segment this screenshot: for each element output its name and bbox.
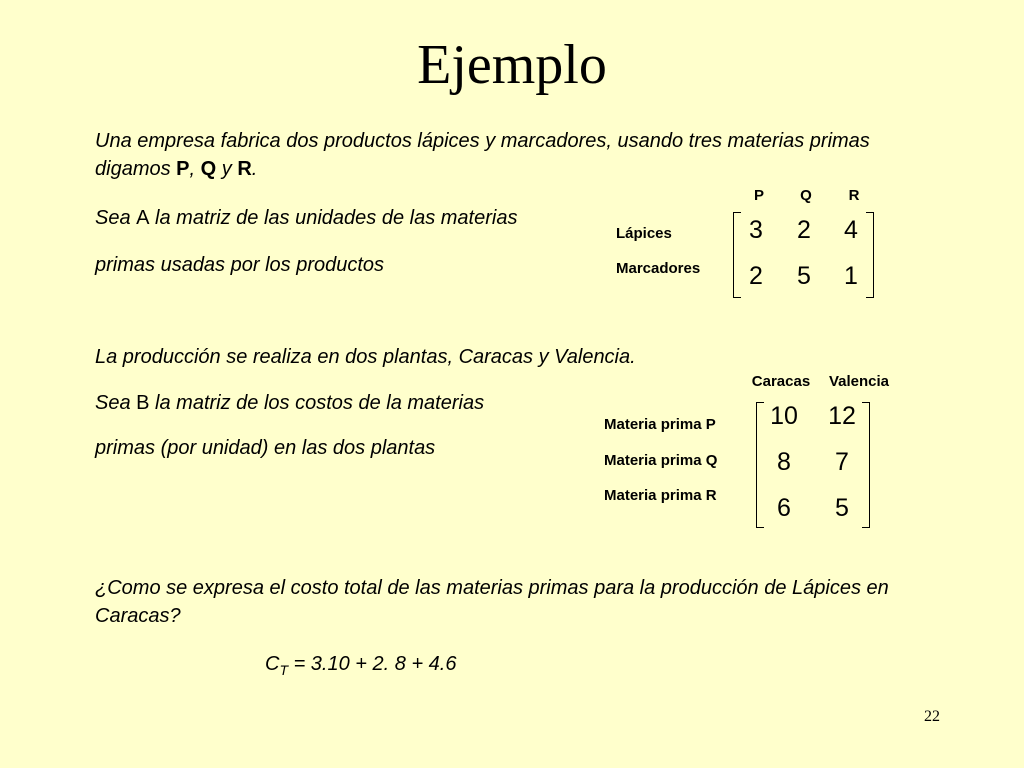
intro-y: y xyxy=(216,158,238,180)
question xyxy=(95,574,995,630)
matrix-b-cell: 10 xyxy=(770,402,798,430)
matrix-b-cell: 5 xyxy=(835,494,849,522)
matrix-a-col-p: P xyxy=(753,187,764,204)
matrix-a-cell: 3 xyxy=(749,216,763,244)
matrix-a-cell: 2 xyxy=(797,216,811,244)
question-line-1: ¿Como se expresa el costo total de las materias primas para la producción de Lápices en xyxy=(95,577,889,599)
matrix-b-desc-rest: la matriz de los costos de la materias xyxy=(149,392,485,414)
matrix-a-cell: 1 xyxy=(844,262,858,290)
sea-a: Sea xyxy=(95,207,137,229)
matrix-b-description-line2: primas (por unidad) en las dos plantas xyxy=(95,437,436,459)
matrix-a-col-q: Q xyxy=(800,187,812,204)
matrix-a-cell: 2 xyxy=(749,262,763,290)
matrix-b-col-valencia: Valencia xyxy=(828,373,890,390)
production-text: La producción se realiza en dos plantas, Caracas y Valencia. xyxy=(95,346,636,368)
page-number: 22 xyxy=(924,708,940,725)
matrix-a-description xyxy=(95,204,615,232)
question-line-2: Caracas? xyxy=(95,605,181,627)
matrix-b-name: B xyxy=(136,392,150,414)
matrix-a-col-r: R xyxy=(848,187,860,204)
material-q: Q xyxy=(200,158,217,180)
matrix-b-col-caracas: Caracas xyxy=(751,373,811,390)
sea-b: Sea xyxy=(95,392,137,414)
slide-title: Ejemplo xyxy=(417,34,607,96)
matrix-b-cell: 12 xyxy=(828,402,856,430)
matrix-a-description-line2: primas usadas por los productos xyxy=(95,254,385,276)
material-r: R xyxy=(237,158,252,180)
formula xyxy=(265,650,665,684)
matrix-a-cell: 4 xyxy=(844,216,858,244)
matrix-b-row-label-p: Materia prima P xyxy=(604,416,716,433)
matrix-b-row-label-q: Materia prima Q xyxy=(604,452,718,469)
matrix-a-name: A xyxy=(136,207,150,229)
formula-subscript: T xyxy=(279,662,289,678)
matrix-a-row-label-lapices: Lápices xyxy=(616,225,672,242)
material-p: P xyxy=(176,158,190,180)
matrix-a-row-label-marcadores: Marcadores xyxy=(616,260,701,277)
matrix-a-desc-rest: la matriz de las unidades de las materias xyxy=(149,207,518,229)
formula-c: C xyxy=(265,653,280,675)
intro-line-1: Una empresa fabrica dos productos lápices y marcadores, usando tres materias primas xyxy=(95,130,870,152)
matrix-a-right-bracket xyxy=(866,212,874,298)
formula-expression: = 3.10 + 2. 8 + 4.6 xyxy=(288,653,457,675)
intro-period: . xyxy=(251,158,258,180)
matrix-b-row-label-r: Materia prima R xyxy=(604,487,717,504)
intro-paragraph xyxy=(95,127,975,183)
matrix-b-cell: 6 xyxy=(777,494,791,522)
matrix-b-cell: 7 xyxy=(835,448,849,476)
matrix-a-cell: 5 xyxy=(797,262,811,290)
intro-prefix: digamos xyxy=(95,158,177,180)
matrix-b-cell: 8 xyxy=(777,448,791,476)
intro-comma: , xyxy=(189,158,201,180)
intro-line-2 xyxy=(95,155,975,183)
matrix-b-description xyxy=(95,389,595,417)
